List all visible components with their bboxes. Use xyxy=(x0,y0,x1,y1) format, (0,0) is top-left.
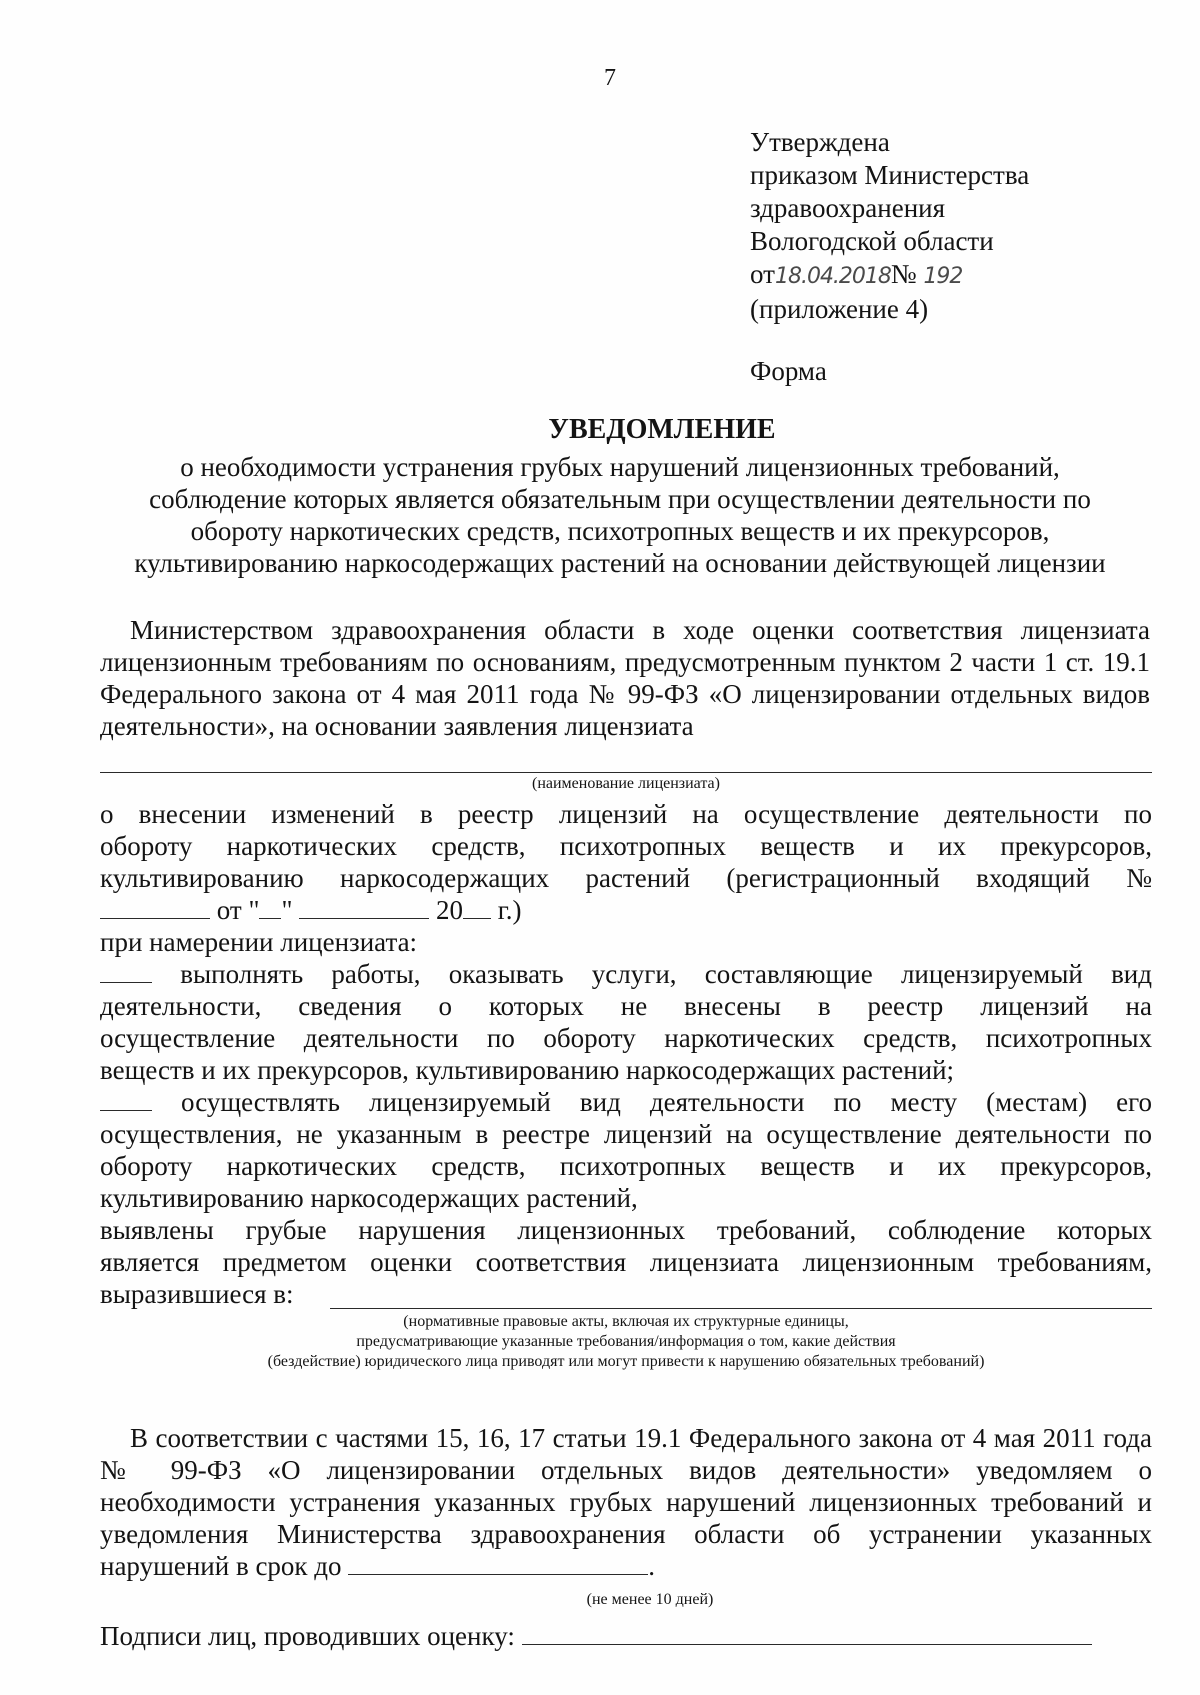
text-line: осуществления, не указанным в реестре лицензий на осуществление деятельности по xyxy=(100,1119,1152,1149)
handwritten-number: 192 xyxy=(923,264,963,289)
year-blank xyxy=(463,894,491,919)
approval-line-1: Утверждена xyxy=(750,127,890,157)
notice-end: . xyxy=(648,1551,656,1581)
approval-line-4: Вологодской области xyxy=(750,226,994,256)
text-line: веществ и их прекурсоров, культивированию наркосодержащих растений; xyxy=(100,1055,955,1085)
paragraph-notice xyxy=(100,1422,1152,1582)
notice-text: В соответствии с частями 15, 16, 17 статьи 19.1 Федерального закона от 4 мая 2011 года № 99-ФЗ «О лицензировании отдельных видов деятельности» уведомляем о необходимости устранения указанных грубых нарушений лицензионных требований и уведомления Министерства здравоохранения области об устранении указанных нарушений в срок до xyxy=(100,1423,1152,1581)
signatures-label: Подписи лиц, проводивших оценку: xyxy=(100,1621,515,1651)
text-line: о внесении изменений в реестр лицензий на осуществление деятельности по xyxy=(100,799,1152,829)
signatures-row xyxy=(100,1620,1092,1652)
day-blank xyxy=(259,894,281,919)
paragraph-changes xyxy=(100,798,1152,1310)
text-line: культивированию наркосодержащих растений (регистрационный входящий № xyxy=(100,863,1152,893)
form-label: Форма xyxy=(750,356,827,386)
option-line-2 xyxy=(100,1086,1152,1118)
from-label: от " xyxy=(216,895,260,925)
acts-caption-line-3: (бездействие) юридического лица приводят или могут привести к нарушению обязательных требований) xyxy=(267,1353,985,1370)
quote-mark: " xyxy=(281,895,293,925)
month-blank xyxy=(299,894,429,919)
date-prefix: от xyxy=(750,259,775,289)
acts-caption-line-1: (нормативные правовые акты, включая их структурные единицы, xyxy=(403,1313,849,1330)
appendix-label: (приложение 4) xyxy=(750,294,929,324)
text-line: осуществление деятельности по обороту наркотических средств, психотропных xyxy=(100,1023,1152,1053)
subtitle-line-2: соблюдение которых является обязательным при осуществлении деятельности по xyxy=(149,484,1091,514)
option-2-text: осуществлять лицензируемый вид деятельности по месту (местам) его xyxy=(181,1087,1152,1117)
document-subtitle xyxy=(90,451,1150,579)
acts-caption xyxy=(100,1312,1152,1372)
option-line-1 xyxy=(100,958,1152,990)
text-line: деятельности, сведения о которых не внесены в реестр лицензий на xyxy=(100,991,1152,1021)
text-line: обороту наркотических средств, психотропных веществ и их прекурсоров, xyxy=(100,831,1152,861)
handwritten-date: 18.04.2018 xyxy=(774,264,891,289)
text-line: выразившиеся в: xyxy=(100,1279,294,1309)
reg-number-blank xyxy=(100,894,210,919)
approval-date-line xyxy=(750,258,1170,293)
approval-line-2: приказом Министерства xyxy=(750,160,1030,190)
registration-line xyxy=(100,894,1152,926)
text-line: выявлены грубые нарушения лицензионных требований, соблюдение которых xyxy=(100,1215,1152,1245)
paragraph-intro: Министерством здравоохранения области в ходе оценки соответствия лицензиата лицензионным требованиям по основаниям, предусмотренным пунктом 2 части 1 ст. 19.1 Федерального закона от 4 мая 2011 года № 99-ФЗ «О лицензировании отдельных видов деятельности», на основании заявления лицензиата xyxy=(100,615,1150,741)
document-title: УВЕДОМЛЕНИЕ xyxy=(548,414,776,445)
subtitle-line-3: обороту наркотических средств, психотропных веществ и их прекурсоров, xyxy=(190,516,1050,546)
acts-caption-line-2: предусматривающие указанные требования/информация о том, какие действия xyxy=(356,1333,896,1350)
year-prefix: 20 xyxy=(436,895,463,925)
licensee-caption: (наименование лицензиата) xyxy=(532,775,720,792)
text-line: обороту наркотических средств, психотропных веществ и их прекурсоров, xyxy=(100,1151,1152,1181)
page-number: 7 xyxy=(604,65,616,91)
deadline-caption: (не менее 10 дней) xyxy=(586,1591,714,1608)
violations-line xyxy=(330,1308,1152,1309)
number-sign: № xyxy=(890,259,917,289)
text-line: является предметом оценки соответствия лицензиата лицензионным требованиям, xyxy=(100,1247,1152,1277)
approval-stamp xyxy=(750,126,1170,326)
text-line: культивированию наркосодержащих растений, xyxy=(100,1183,638,1213)
option-1-blank xyxy=(100,958,152,983)
approval-line-3: здравоохранения xyxy=(750,193,946,223)
option-2-blank xyxy=(100,1086,152,1111)
year-suffix: г.) xyxy=(497,895,522,925)
text-line: при намерении лицензиата: xyxy=(100,927,418,957)
signatures-blank xyxy=(522,1620,1092,1645)
licensee-name-line xyxy=(100,772,1152,773)
option-1-text: выполнять работы, оказывать услуги, составляющие лицензируемый вид xyxy=(180,959,1152,989)
deadline-blank xyxy=(348,1550,648,1575)
subtitle-line-1: о необходимости устранения грубых нарушений лицензионных требований, xyxy=(180,452,1060,482)
subtitle-line-4: культивированию наркосодержащих растений на основании действующей лицензии xyxy=(134,548,1106,578)
